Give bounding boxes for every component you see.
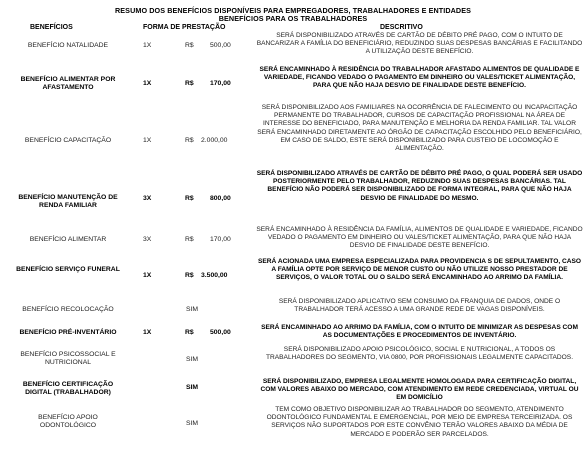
benefit-description: SERÁ ENCAMINHADO À RESIDÊNCIA DA FAMÍLIA, ALIMENTOS DE QUALIDADE E VARIEDADE, FICANDO VEDADO O PAGAMENTO EM DINHEIRO OU VALES/TICKET ALIMENTAÇÃO, PARA QUE NÃO HAJA DESVIO DE FINALIDADE DESTE BENEFÍCIO. [256, 226, 583, 250]
benefit-name: BENEFÍCIO CAPACITAÇÃO [24, 137, 112, 144]
benefit-description: SERÁ DISPONIBILIZADO APOIO PSICOLÓGICO, SOCIAL E NUTRICIONAL, A TODOS OS TRABALHADORES DO SEGMENTO, VIA 0800, POR PROFISSIONAIS LEGALMENTE CAPACITADOS. [265, 346, 574, 362]
benefit-installments: 1X [143, 42, 152, 49]
benefit-currency: R$ [185, 42, 194, 49]
benefit-name: BENEFÍCIO ALIMENTAR POR AFASTAMENTO [20, 76, 116, 92]
benefit-availability: SIM [186, 420, 199, 427]
table-row-recolocacao [0, 298, 586, 324]
benefit-description: TEM COMO OBJETIVO DISPONIBILIZAR AO TRABALHADOR DO SEGMENTO, ATENDIMENTO ODONTOLÓGICO FUNDAMENTAL E EMERGENCIAL, POR MEIO DE EMPRESA TERCEIRIZADA. OS SERVIÇOS NÃO SUPORTADOS POR ESTE CONVÊNIO TERÃO VALORES ABAIXO DA MÉDIA DE MERCADO E PODERÃO SER PARCELADOS. [266, 406, 573, 438]
table-row-apoio-odontologico [0, 406, 586, 446]
benefit-availability: SIM [186, 306, 199, 313]
table-row-natalidade [0, 32, 586, 62]
column-header-forma-prestacao: FORMA DE PRESTAÇÃO [143, 24, 226, 31]
benefit-installments: 1X [143, 137, 152, 144]
benefit-name: BENEFÍCIO PSICOSSOCIAL E NUTRICIONAL [20, 351, 116, 367]
table-row-alimentar [0, 226, 586, 256]
benefit-name: BENEFÍCIO MANUTENÇÃO DE RENDA FAMILIAR [18, 194, 118, 210]
table-row-capacitacao [0, 104, 586, 170]
benefit-name: BENEFÍCIO CERTIFICAÇÃO DIGITAL (TRABALHADOR) [22, 381, 114, 397]
benefit-currency: R$ [185, 80, 194, 87]
benefit-installments: 1X [143, 329, 152, 336]
table-row-psicossocial [0, 346, 586, 374]
benefit-description: SERÁ ENCAMINHADO À RESIDÊNCIA DO TRABALHADOR AFASTADO ALIMENTOS DE QUALIDADE E VARIEDADE, FICANDO VEDADO O PAGAMENTO EM DINHEIRO OU VALES/TICKET ALIMENTAÇÃO, PARA QUE NÃO HAJA DESVIO DE FINALIDADE DESTE BENEFÍCIO. [259, 66, 580, 90]
benefit-description: SERÁ DISPONIBILIZADO, EMPRESA LEGALMENTE HOMOLOGADA PARA CERTIFICAÇÃO DIGITAL, COM VALORES ABAIXO DO MERCADO, COM ATENDIMENTO EM REDE CREDENCIADA, VIRTUAL OU EM DOMICÍLIO [260, 378, 579, 402]
table-row-alimentar-afastamento [0, 66, 586, 102]
benefit-description: SERÁ ENCAMINHADO AO ARRIMO DA FAMÍLIA, COM O INTUITO DE MINIMIZAR AS DESPESAS COM AS DOCUMENTAÇÕES E PROCEDIMENTOS DE INVENTÁRIO. [261, 324, 578, 340]
benefit-description: SERÁ DISPONIBILIZADO AOS FAMILIARES NA OCORRÊNCIA DE FALECIMENTO OU INCAPACITAÇÃO PERMANENTE DO TRABALHADOR, CURSOS DE CAPACITAÇÃO PROFISSIONAL NA ÁREA DE INTERESSE DO BENEFICIADO, PARA MANUTENÇÃO E MELHORIA DA RENDA FAMILIAR. TAL VALOR SERÁ ENCAMINHADO DIRETAMENTE AO ÓRGÃO DE CAPACITAÇÃO ESCOLHIDO PELO BENEFICIÁRIO, EM CASO DE SALDO, ESTE SERÁ DISPONIBILIZADO PARA CUSTEIO DE LOCOMOÇÃO E ALIMENTAÇÃO. [257, 104, 582, 153]
benefit-name: BENEFÍCIO APOIO ODONTOLÓGICO [38, 414, 98, 430]
benefit-description: SERÁ DISPONIBILIZADO APLICATIVO SEM CONSUMO DA FRANQUIA DE DADOS, ONDE O TRABALHADOR TERÁ ACESSO A UMA GRANDE REDE DE VAGAS DISPONÍVEIS. [278, 298, 561, 314]
benefit-name: BENEFÍCIO NATALIDADE [27, 42, 109, 49]
benefit-name: BENEFÍCIO RECOLOCAÇÃO [22, 306, 114, 313]
benefit-value: 170,00 [210, 236, 231, 243]
column-header-descritivo: DESCRITIVO [380, 24, 423, 31]
table-row-servico-funeral [0, 258, 586, 294]
benefit-description: SERÁ ACIONADA UMA EMPRESA ESPECIALIZADA PARA PROVIDENCIA S DE SEPULTAMENTO, CASO A FAMÍLIA OPTE POR SERVIÇO DE MENOR CUSTO OU NÃO UTILIZE NOSSO PRESTADOR DE SERVIÇOS, O VALOR TOTAL OU O SALDO SERÁ ENCAMINHADO AO ARRIMO DA FAMÍLIA. [257, 258, 582, 282]
benefit-installments: 3X [143, 195, 152, 202]
benefit-currency: R$ [185, 195, 194, 202]
benefit-availability: SIM [186, 384, 199, 391]
benefit-value: 500,00 [210, 42, 231, 49]
benefit-name: BENEFÍCIO SERVIÇO FUNERAL [16, 266, 120, 273]
benefit-currency: R$ [185, 272, 194, 279]
benefit-value: 170,00 [210, 80, 231, 87]
benefit-value: 3.500,00 [201, 272, 228, 279]
benefit-description: SERÁ DISPONIBILIZADO ATRAVÉS DE CARTÃO DE DÉBITO PRÉ PAGO, O QUAL PODERÁ SER USADO POSTERIORMENTE PELO TRABALHADOR, REDUZINDO SUAS DESPESAS BANCÁRIAS. TAL BENEFÍCIO NÃO PODERÁ SER DISPONIBILIZADO DE FORMA INTEGRAL, PARA QUE NÃO HAJA DESVIO DE FINALIDADE DO MESMO. [256, 170, 583, 202]
table-row-pre-inventario [0, 324, 586, 344]
table-row-manutencao-renda [0, 170, 586, 218]
benefit-currency: R$ [185, 329, 194, 336]
benefit-installments: 1X [143, 272, 152, 279]
benefit-description: SERÁ DISPONIBILIZADO ATRAVÉS DE CARTÃO DE DÉBITO PRÉ PAGO, COM O INTUITO DE BANCARIZAR A FAMÍLIA DO BENEFICIÁRIO, REDUZINDO SUAS DESPESAS BANCÁRIAS E FACILITANDO A UTILIZAÇÃO DESTE BENEFÍCIO. [256, 32, 583, 56]
column-header-beneficios: BENEFÍCIOS [30, 24, 73, 31]
benefit-value: 500,00 [210, 329, 231, 336]
table-row-certificacao-digital [0, 378, 586, 406]
benefit-value: 2.000,00 [201, 137, 228, 144]
benefit-name: BENEFÍCIO ALIMENTAR [29, 236, 107, 243]
benefit-name: BENEFÍCIO PRÉ-INVENTÁRIO [19, 329, 117, 336]
page-title: RESUMO DOS BENEFÍCIOS DISPONÍVEIS PARA EMPREGADORES, TRABALHADORES E ENTIDADES [114, 6, 472, 15]
benefit-currency: R$ [185, 236, 194, 243]
benefit-installments: 1X [143, 80, 152, 87]
page-subtitle: BENEFÍCIOS PARA OS TRABALHADORES [218, 14, 368, 23]
benefit-installments: 3X [143, 236, 152, 243]
benefit-availability: SIM [186, 356, 199, 363]
benefit-currency: R$ [185, 137, 194, 144]
benefit-value: 800,00 [210, 195, 231, 202]
